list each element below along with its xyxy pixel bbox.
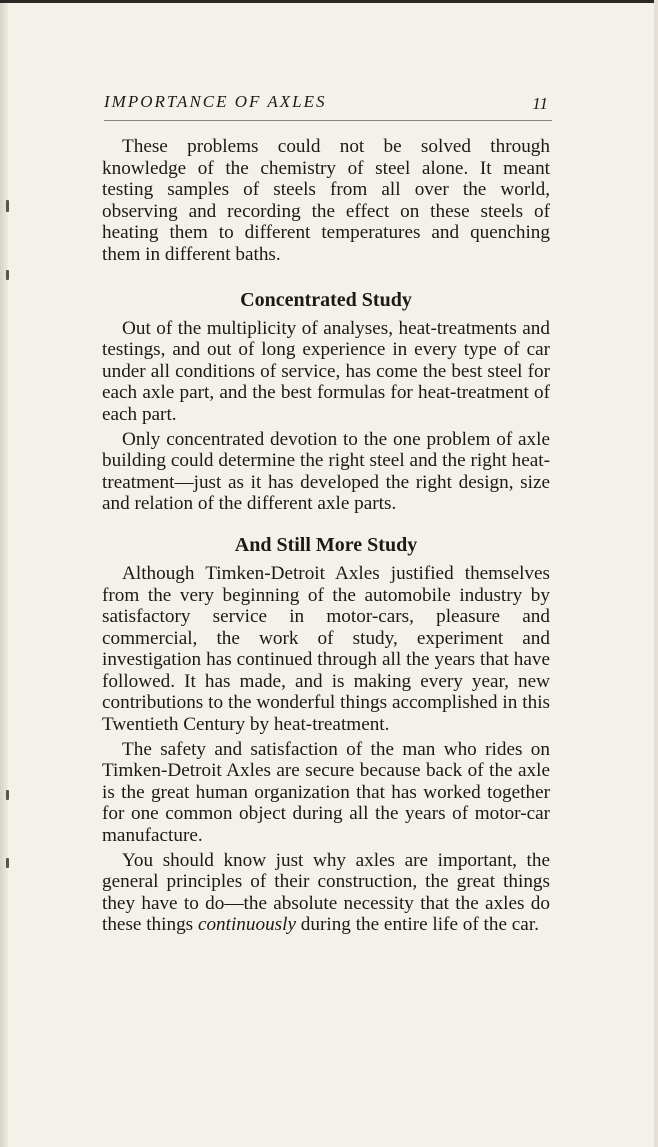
page-right-edge — [654, 0, 658, 1147]
paragraph: Out of the multiplicity of analyses, heat-treatments and testings, and out of long experience in every type of car under all conditions of service, has come the best steel for each axle part, and the best formulas for heat-treatment of each part. — [102, 317, 550, 425]
section-heading: Concentrated Study — [240, 288, 412, 311]
closing-text: You should know just why axles are important, the general principles of their construction, the great things they have to do—the absolute necessity that the axles do these things — [102, 849, 550, 936]
page-number: 11 — [532, 94, 548, 113]
binding-mark — [6, 790, 9, 800]
binding-mark — [6, 858, 9, 868]
page-binding-edge — [0, 0, 8, 1147]
body-text — [102, 136, 550, 936]
binding-mark — [6, 270, 9, 280]
paragraph: Although Timken-Detroit Axles justified themselves from the very beginning of the automobile industry by satisfactory service in motor-cars, pleasure and commercial, the work of study, experiment and investigation has continued through all the years that have followed. It has made, and is making every year, new contributions to the wonderful things accomplished in this Twentieth Century by heat-treatment. — [102, 562, 550, 736]
closing-paragraph — [102, 850, 550, 936]
page-top-border — [0, 0, 658, 3]
paragraph: The safety and satisfaction of the man who rides on Timken-Detroit Axles are secure because back of the axle is the great human organization that has worked together for one common object during all the years of motor-car manufacture. — [102, 738, 550, 847]
running-title: IMPORTANCE OF AXLES — [104, 92, 327, 111]
intro-paragraph: These problems could not be solved through knowledge of the chemistry of steel alone. It meant testing samples of steels from all over the world, observing and recording the effect on these steels of heating them to different temperatures and quenching them in different baths. — [102, 136, 550, 265]
emphasized-word: continuously — [197, 914, 296, 936]
closing-text-end: during the entire life of the car. — [296, 914, 539, 936]
page-header — [104, 88, 552, 121]
section-heading: And Still More Study — [234, 533, 418, 556]
paragraph: Only concentrated devotion to the one problem of axle building could determine the right steel and the right heat-treatment—just as it has developed the right design, size and relation of the different axle parts. — [102, 428, 550, 515]
binding-mark — [6, 200, 9, 212]
